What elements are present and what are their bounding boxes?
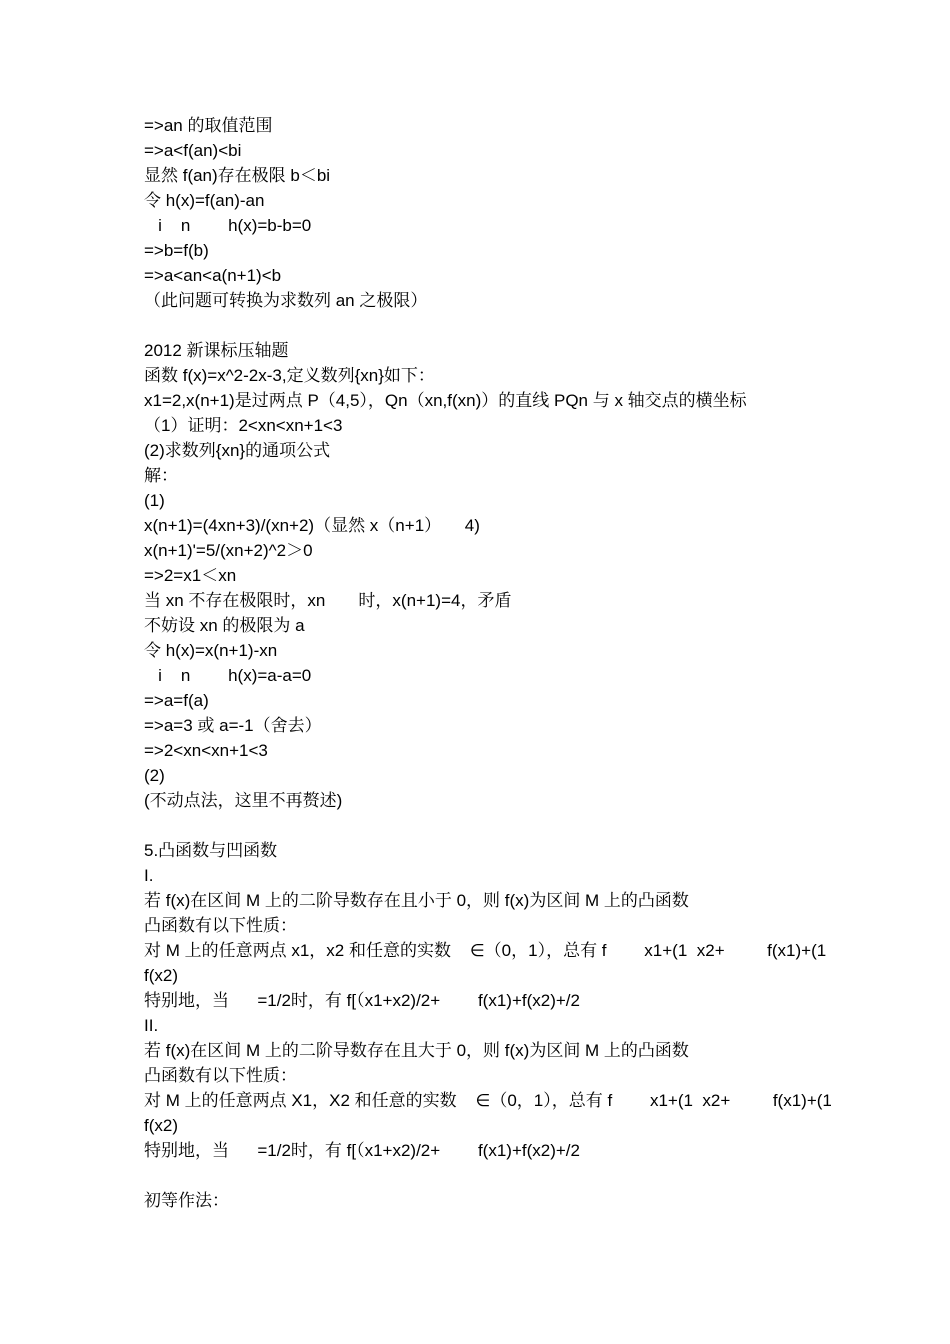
text-line: （此问题可转换为求数列 an 之极限） — [144, 291, 428, 310]
text-line: (2) — [144, 766, 165, 785]
text-line: =>a=3 或 a=-1（舍去） — [144, 716, 322, 735]
text-line: =>2<xn<xn+1<3 — [144, 741, 268, 760]
document-body — [144, 113, 834, 1213]
text-line: x(n+1)'=5/(xn+2)^2＞0 — [144, 541, 313, 560]
text-line: 凸函数有以下性质： — [144, 916, 297, 935]
text-line: I. — [144, 866, 154, 885]
text-line: II. — [144, 1016, 159, 1035]
text-line: (不动点法，这里不再赘述) — [144, 791, 343, 810]
text-line: 对 M 上的任意两点 x1，x2 和任意的实数 ∈（0，1），总有 f x1+(1 x2+ f(x1)+(1 — [144, 941, 827, 960]
text-line: （1）证明：2<xn<xn+1<3 — [144, 416, 343, 435]
text-line: 函数 f(x)=x^2-2x-3,定义数列{xn}如下： — [144, 366, 435, 385]
text-line: 特别地，当 =1/2时，有 f[（x1+x2)/2+ f(x1)+f(x2)+/2 — [144, 1141, 580, 1160]
blank-line — [144, 813, 834, 838]
text-line: =>a<f(an)<bi — [144, 141, 242, 160]
text-line: (2)求数列{xn}的通项公式 — [144, 441, 331, 460]
text-line: x(n+1)=(4xn+3)/(xn+2)（显然 x（n+1） 4) — [144, 516, 480, 535]
text-line: x1=2,x(n+1)是过两点 P（4,5），Qn（xn,f(xn)）的直线 PQn 与 x 轴交点的横坐标 — [144, 391, 747, 410]
text-line: (1) — [144, 491, 165, 510]
text-line: 显然 f(an)存在极限 b＜bi — [144, 166, 331, 185]
text-line: =>a=f(a) — [144, 691, 209, 710]
text-line: 令 h(x)=x(n+1)-xn — [144, 641, 278, 660]
text-line: =>2=x1＜xn — [144, 566, 237, 585]
text-line: 对 M 上的任意两点 X1，X2 和任意的实数 ∈（0，1），总有 f x1+(1 x2+ f(x1)+(1 — [144, 1091, 832, 1110]
blank-line — [144, 1163, 834, 1188]
text-line: =>b=f(b) — [144, 241, 209, 260]
text-line: =>an 的取值范围 — [144, 116, 273, 135]
text-line: =>a<an<a(n+1)<b — [144, 266, 282, 285]
text-line: i n h(x)=b-b=0 — [144, 216, 312, 235]
text-line: 若 f(x)在区间 M 上的二阶导数存在且小于 0，则 f(x)为区间 M 上的凸函数 — [144, 891, 689, 910]
text-line: 初等作法： — [144, 1191, 229, 1210]
text-line: 凸函数有以下性质： — [144, 1066, 297, 1085]
text-line: f(x2) — [144, 1116, 178, 1135]
text-line: 解： — [144, 466, 178, 485]
section-heading: 5.凸函数与凹函数 — [144, 841, 278, 860]
text-line: 当 xn 不存在极限时，xn 时，x(n+1)=4，矛盾 — [144, 591, 512, 610]
text-line: i n h(x)=a-a=0 — [144, 666, 312, 685]
text-line: 不妨设 xn 的极限为 a — [144, 616, 305, 635]
text-line: 若 f(x)在区间 M 上的二阶导数存在且大于 0，则 f(x)为区间 M 上的凸函数 — [144, 1041, 689, 1060]
section-heading: 2012 新课标压轴题 — [144, 341, 289, 360]
text-line: f(x2) — [144, 966, 178, 985]
text-line: 令 h(x)=f(an)-an — [144, 191, 265, 210]
blank-line — [144, 313, 834, 338]
text-line: 特别地，当 =1/2时，有 f[（x1+x2)/2+ f(x1)+f(x2)+/2 — [144, 991, 580, 1010]
